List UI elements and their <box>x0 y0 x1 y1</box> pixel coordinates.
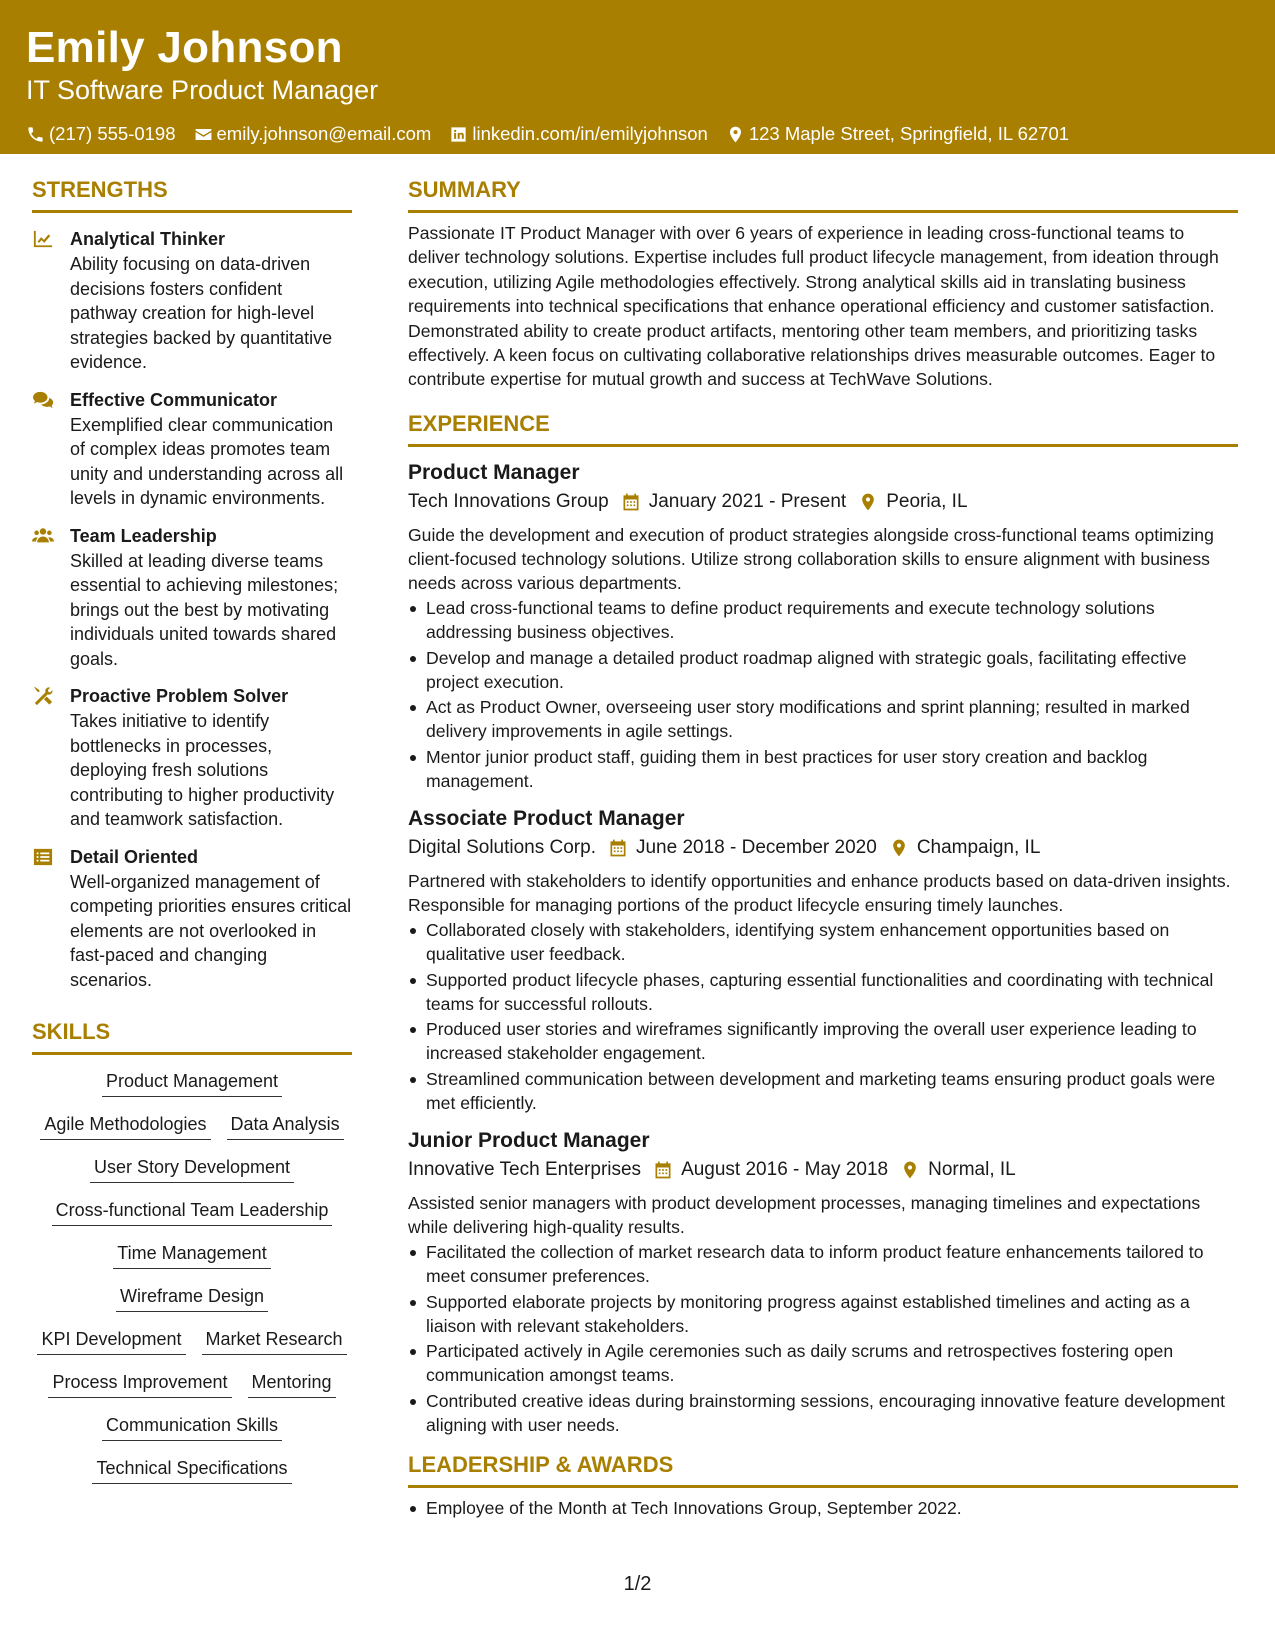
experience-heading: EXPERIENCE <box>408 410 1238 447</box>
job-company: Digital Solutions Corp. <box>408 836 596 858</box>
skills-heading: SKILLS <box>32 1018 352 1055</box>
skill-tag: Wireframe Design <box>116 1284 268 1312</box>
skill-tag: User Story Development <box>90 1155 294 1183</box>
strength-title: Team Leadership <box>70 525 217 546</box>
job-location: Normal, IL <box>928 1158 1016 1180</box>
job-bullets <box>408 596 1238 793</box>
skill-tag: Data Analysis <box>227 1112 344 1140</box>
strength-title: Detail Oriented <box>70 846 199 867</box>
calendar-icon <box>653 1160 673 1180</box>
strength-item <box>32 684 352 832</box>
awards-heading: LEADERSHIP & AWARDS <box>408 1451 1238 1488</box>
contact-email[interactable] <box>194 122 432 146</box>
job-meta <box>408 835 1238 861</box>
job-meta <box>408 489 1238 515</box>
job-company: Innovative Tech Enterprises <box>408 1158 642 1180</box>
strength-item <box>32 845 352 993</box>
map-pin-icon <box>889 838 909 858</box>
bullet-item: Act as Product Owner, overseeing user story modifications and sprint planning; resulted in marked delivery improvements in agile settings. <box>408 695 1238 743</box>
strength-item <box>32 388 352 511</box>
skill-tag: Market Research <box>202 1327 347 1355</box>
skill-tag: Time Management <box>113 1241 270 1269</box>
job-bullets <box>408 918 1238 1115</box>
job-description: Partnered with stakeholders to identify opportunities and enhance products based on data-driven insights. Responsible for managing portions of the product lifecycle ensuring timely launches. <box>408 870 1231 916</box>
linkedin-icon <box>449 125 468 144</box>
calendar-icon <box>608 838 628 858</box>
tools-icon <box>32 686 54 706</box>
map-pin-icon <box>858 492 878 512</box>
bullet-item: Participated actively in Agile ceremonies such as daily scrums and retrospectives fostering open communication amongst teams. <box>408 1339 1238 1387</box>
envelope-icon <box>194 125 213 144</box>
strength-item <box>32 524 352 672</box>
skills-list <box>32 1069 352 1499</box>
job-entry <box>408 805 1238 1115</box>
job-company: Tech Innovations Group <box>408 490 609 512</box>
email-text: emily.johnson@email.com <box>216 123 432 144</box>
bullet-item: Produced user stories and wireframes significantly improving the overall user experience leading to increased stakeholder engagement. <box>408 1017 1238 1065</box>
job-dates: June 2018 - December 2020 <box>635 836 877 858</box>
skill-tag: Technical Specifications <box>92 1456 291 1484</box>
contact-linkedin[interactable] <box>449 122 707 146</box>
job-title: Product Manager <box>408 460 580 484</box>
calendar-icon <box>621 492 641 512</box>
strength-desc: Takes initiative to identify bottlenecks in processes, deploying fresh solutions contributing to higher productivity and teamwork satisfaction. <box>70 711 335 829</box>
skill-tag: Communication Skills <box>102 1413 282 1441</box>
phone-text: (217) 555-0198 <box>49 123 176 144</box>
users-icon <box>32 526 54 546</box>
bullet-item: Facilitated the collection of market research data to inform product feature enhancements tailored to meet consumer preferences. <box>408 1240 1238 1288</box>
job-entry <box>408 1127 1238 1437</box>
job-dates: January 2021 - Present <box>648 490 847 512</box>
bullet-item: Contributed creative ideas during brainstorming sessions, encouraging innovative feature development aligning with user needs. <box>408 1389 1238 1437</box>
page-number: 1/2 <box>623 1573 652 1595</box>
job-location: Peoria, IL <box>886 490 968 512</box>
job-dates: August 2016 - May 2018 <box>681 1158 889 1180</box>
skill-tag: Process Improvement <box>48 1370 231 1398</box>
right-column <box>408 176 1238 1521</box>
left-column <box>32 176 352 1499</box>
award-item: Employee of the Month at Tech Innovations Group, September 2022. <box>408 1496 1238 1520</box>
map-pin-icon <box>726 125 745 144</box>
job-meta <box>408 1157 1238 1183</box>
bullet-item: Lead cross-functional teams to define product requirements and execute technology solutions addressing business objectives. <box>408 596 1238 644</box>
address-text: 123 Maple Street, Springfield, IL 62701 <box>748 123 1070 144</box>
strength-item <box>32 227 352 375</box>
candidate-name: Emily Johnson <box>26 23 343 72</box>
job-description: Guide the development and execution of product strategies alongside cross-functional teams optimizing client-focused technology solutions. Utilize strong collaboration skills to ensure alignment with business needs across various departments. <box>408 524 1214 594</box>
phone-icon <box>26 125 45 144</box>
bullet-item: Streamlined communication between development and marketing teams ensuring product goals were met efficiently. <box>408 1067 1238 1115</box>
job-entry <box>408 459 1238 793</box>
skill-tag: Cross-functional Team Leadership <box>52 1198 333 1226</box>
strength-title: Analytical Thinker <box>70 229 226 249</box>
strengths-list <box>32 227 352 992</box>
contact-bar <box>26 122 1249 146</box>
map-pin-icon <box>900 1160 920 1180</box>
strength-desc: Skilled at leading diverse teams essential to achieving milestones; brings out the best by motivating individuals united towards shared goals. <box>70 550 339 669</box>
job-bullets <box>408 1240 1238 1437</box>
bullet-item: Collaborated closely with stakeholders, identifying system enhancement opportunities based on qualitative user feedback. <box>408 918 1238 966</box>
job-title: Associate Product Manager <box>408 806 685 830</box>
line-chart-icon <box>32 229 54 249</box>
linkedin-text: linkedin.com/in/emilyjohnson <box>472 123 708 144</box>
resume-header <box>0 0 1275 154</box>
strength-title: Effective Communicator <box>70 389 278 410</box>
strength-desc: Exemplified clear communication of complex ideas promotes team unity and understanding across all levels in dynamic environments. <box>70 414 344 508</box>
strengths-heading: STRENGTHS <box>32 176 352 213</box>
list-icon <box>32 847 54 867</box>
bullet-item: Mentor junior product staff, guiding them in best practices for user story creation and backlog management. <box>408 745 1238 793</box>
bullet-item: Supported product lifecycle phases, capturing essential functionalities and coordinating with technical teams for successful rollouts. <box>408 968 1238 1016</box>
strength-desc: Ability focusing on data-driven decisions fosters confident pathway creation for high-level strategies backed by quantitative evidence. <box>70 254 333 372</box>
skill-tag: Mentoring <box>248 1370 336 1398</box>
candidate-role: IT Software Product Manager <box>26 75 379 105</box>
comments-icon <box>32 390 54 410</box>
skill-tag: Product Management <box>102 1069 282 1097</box>
skill-tag: KPI Development <box>37 1327 185 1355</box>
summary-heading: SUMMARY <box>408 176 1238 213</box>
bullet-item: Develop and manage a detailed product roadmap aligned with strategic goals, facilitating effective project execution. <box>408 646 1238 694</box>
skill-tag: Agile Methodologies <box>40 1112 210 1140</box>
summary-text: Passionate IT Product Manager with over 6 years of experience in leading cross-functional teams to deliver technology solutions. Expertise includes full product lifecycle management, from ideation through execution, utilizing Agile methodologies effectively. Strong analytical skills aid in translating business requirements into technical specifications that enhance operational efficiency and customer satisfaction. Demonstrated ability to create product artifacts, mentoring other team members, and prioritizing tasks effectively. A keen focus on cultivating collaborative relationships drives measurable outcomes. Eager to contribute expertise for mutual growth and success at TechWave Solutions. <box>408 223 1219 390</box>
bullet-item: Supported elaborate projects by monitoring progress against established timelines and acting as a liaison with relevant stakeholders. <box>408 1290 1238 1338</box>
job-description: Assisted senior managers with product development processes, managing timelines and expectations while delivering high-quality results. <box>408 1192 1201 1238</box>
strength-desc: Well-organized management of competing priorities ensures critical elements are not overlooked in fast-paced and changing scenarios. <box>70 871 352 990</box>
contact-address <box>726 122 1069 146</box>
job-location: Champaign, IL <box>916 836 1041 858</box>
job-title: Junior Product Manager <box>408 1128 650 1152</box>
contact-phone[interactable] <box>26 122 176 146</box>
awards-list <box>408 1496 1238 1520</box>
strength-title: Proactive Problem Solver <box>70 686 289 706</box>
